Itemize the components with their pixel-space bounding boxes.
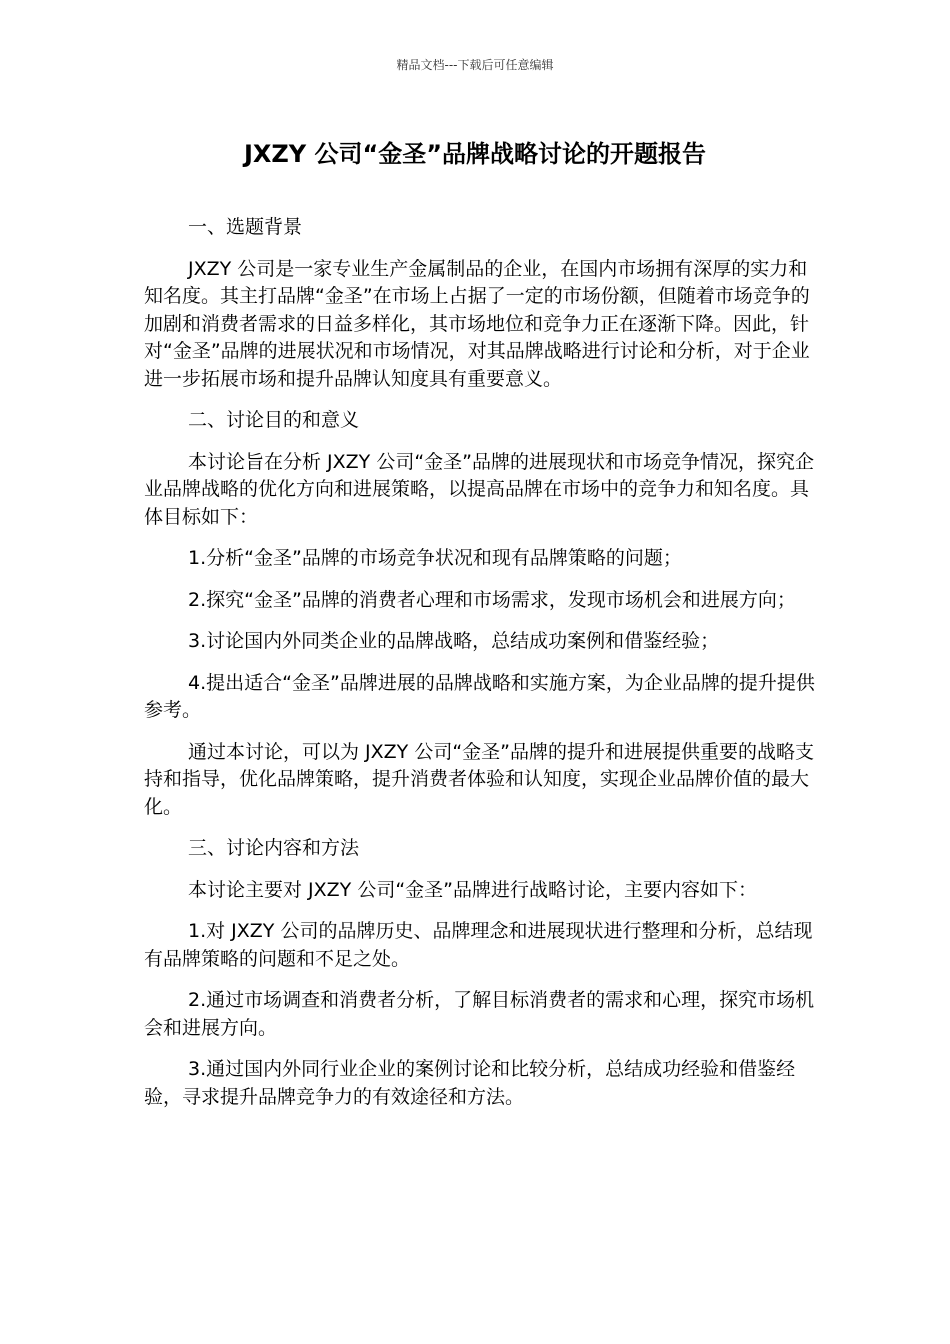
list-item-content-1: 1.对 JXZY 公司的品牌历史、品牌理念和进展现状进行整理和分析，总结现有品牌策略的问题和不足之处。 [144,920,813,970]
list-item-goal-4: 4.提出适合“金圣”品牌进展的品牌战略和实施方案，为企业品牌的提升提供参考。 [144,671,815,721]
paragraph-purpose: 本讨论旨在分析 JXZY 公司“金圣”品牌的进展现状和市场竞争情况，探究企业品牌战略的优化方向和进展策略，以提高品牌在市场中的竞争力和知名度。具体目标如下： [144,450,815,528]
section-heading-purpose: 二、讨论目的和意义 [188,409,360,431]
list-item-goal-1: 1.分析“金圣”品牌的市场竞争状况和现有品牌策略的问题； [188,547,682,569]
paragraph-content-intro: 本讨论主要对 JXZY 公司“金圣”品牌进行战略讨论，主要内容如下： [188,878,758,901]
section-heading-content: 三、讨论内容和方法 [188,837,360,859]
page-header: 精品文档---下载后可任意编辑 [396,58,554,72]
document-title: JXZY 公司“金圣”品牌战略讨论的开题报告 [243,140,707,168]
paragraph-background: JXZY 公司是一家专业生产金属制品的企业，在国内市场拥有深厚的实力和知名度。其主打品牌“金圣”在市场上占据了一定的市场份额，但随着市场竞争的加剧和消费者需求的日益多样化，其市场地位和竞争力正在逐渐下降。因此，针对“金圣”品牌的进展状况和市场情况，对其品牌战略进行讨论和分析，对于企业进一步拓展市场和提升品牌认知度具有重要意义。 [144,257,810,390]
document-body [144,214,816,1125]
list-item-content-2: 2.通过市场调查和消费者分析，了解目标消费者的需求和心理，探究市场机会和进展方向。 [144,989,815,1039]
list-item-content-3: 3.通过国内外同行业企业的案例讨论和比较分析，总结成功经验和借鉴经验，寻求提升品牌竞争力的有效途径和方法。 [144,1058,796,1108]
list-item-goal-3: 3.讨论国内外同类企业的品牌战略，总结成功案例和借鉴经验； [188,630,720,652]
section-heading-background: 一、选题背景 [188,216,303,238]
paragraph-significance: 通过本讨论，可以为 JXZY 公司“金圣”品牌的提升和进展提供重要的战略支持和指导，优化品牌策略，提升消费者体验和认知度，实现企业品牌价值的最大化。 [144,740,815,818]
list-item-goal-2: 2.探究“金圣”品牌的消费者心理和市场需求，发现市场机会和进展方向； [188,588,796,611]
